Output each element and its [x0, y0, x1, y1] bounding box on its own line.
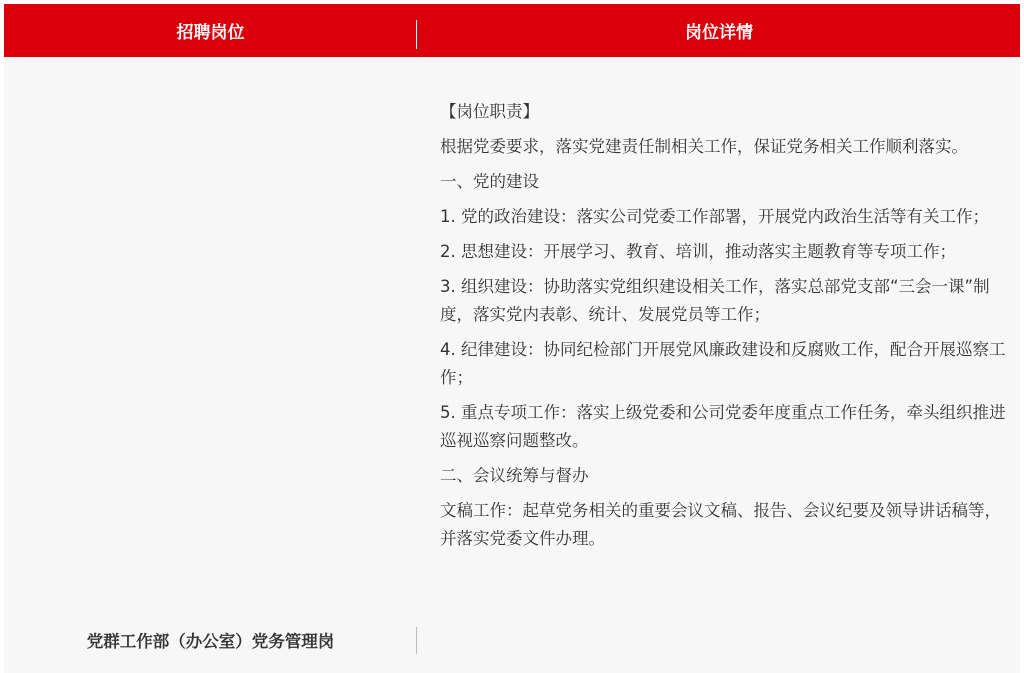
details-list-item: 3. 组织建设：协助落实党组织建设相关工作，落实总部党支部“三会一课”制度，落实党内表彰、统计、发展党员等工作； [440, 277, 990, 324]
header-position-details: 岗位详情 [685, 23, 753, 43]
details-heading: 【岗位职责】 [440, 102, 539, 121]
details-section-heading: 一、党的建设 [440, 172, 539, 191]
table-row [4, 57, 1020, 673]
row-divider [416, 627, 417, 654]
details-list-item: 4. 纪律建设：协同纪检部门开展党风廉政建设和反腐败工作，配合开展巡察工作； [440, 340, 1006, 387]
position-title: 党群工作部（办公室）党务管理岗 [86, 632, 335, 651]
details-section-heading: 二、会议统筹与督办 [440, 466, 589, 485]
header-divider [416, 20, 417, 49]
details-list-item: 5. 重点专项工作：落实上级党委和公司党委年度重点工作任务，牵头组织推进巡视巡察问题整改。 [440, 403, 1006, 450]
details-list-item: 1. 党的政治建设：落实公司党委工作部署，开展党内政治生活等有关工作； [440, 207, 989, 226]
details-paragraph: 文稿工作：起草党务相关的重要会议文稿、报告、会议纪要及领导讲话稿等，并落实党委文件办理。 [440, 501, 1001, 548]
details-list-item: 2. 思想建设：开展学习、教育、培训，推动落实主题教育等专项工作； [440, 242, 956, 261]
header-recruitment-position: 招聘岗位 [176, 23, 245, 43]
table-header [4, 4, 1020, 57]
details-paragraph: 根据党委要求，落实党建责任制相关工作，保证党务相关工作顺利落实。 [440, 137, 968, 156]
position-details [440, 98, 1006, 560]
